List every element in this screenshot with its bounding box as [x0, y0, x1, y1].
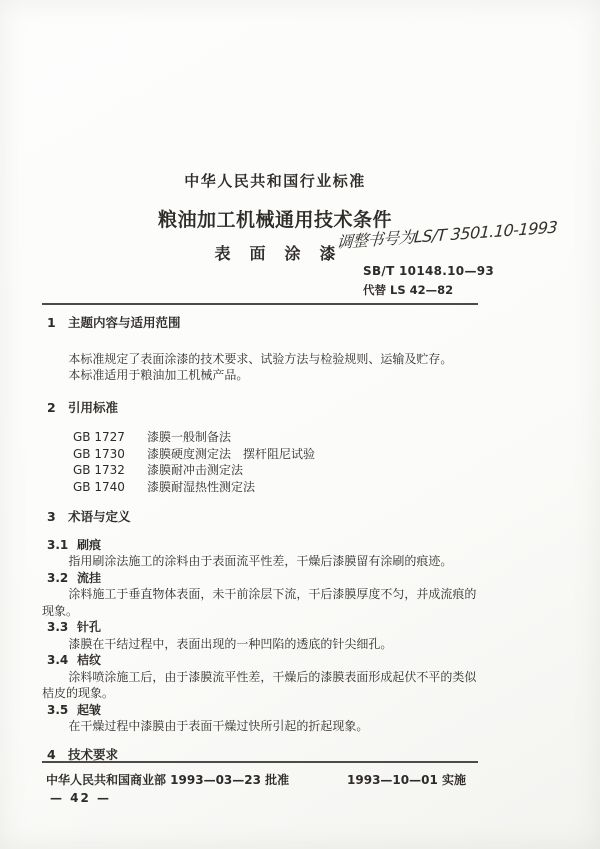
- reference-code: GB 1740: [73, 479, 125, 494]
- reference-list: [73, 429, 478, 495]
- term-heading: [47, 702, 478, 719]
- reference-row: [73, 429, 478, 446]
- page-number: — 42 —: [50, 791, 112, 805]
- document-subtitle: 表面涂漆: [214, 244, 355, 263]
- term-heading: [47, 570, 478, 587]
- term-definition: 涂料施工于垂直物体表面，未干前涂层下流，干后漆膜厚度不匀，并成流痕的现象。: [42, 587, 477, 618]
- section-3-heading: [47, 509, 478, 526]
- reference-code: GB 1732: [73, 463, 125, 477]
- header-divider-rule: [42, 303, 478, 305]
- term-number: 3.5: [47, 702, 69, 717]
- section-4-number: 4: [47, 746, 56, 762]
- reference-name: 漆膜硬度测定法 摆杆阻尼试验: [147, 446, 316, 461]
- reference-row: [73, 462, 478, 479]
- term-name: 针孔: [77, 620, 102, 634]
- reference-code: GB 1727: [73, 430, 125, 444]
- reference-name: 漆膜耐湿热性测定法: [147, 479, 256, 494]
- approval-note: 中华人民共和国商业部 1993—03—23 批准: [46, 773, 290, 787]
- section-1-paragraphs: [42, 351, 478, 384]
- document-header: [40, 170, 510, 264]
- term-definition: 在干燥过程中漆膜由于表面干燥过快所引起的折起现象。: [68, 719, 369, 733]
- terms-list: [42, 537, 478, 735]
- term-heading: [47, 652, 478, 669]
- paragraph: 本标准规定了表面涂漆的技术要求、试验方法与检验规则、运输及贮存。: [68, 351, 453, 366]
- replaces-note: 代替 LS 42—82: [363, 283, 454, 297]
- reference-name: 漆膜耐冲击测定法: [147, 463, 244, 477]
- reference-row: [73, 446, 478, 463]
- standard-number-block: [363, 264, 494, 298]
- implementation-note: 1993—10—01 实施: [347, 773, 466, 787]
- reference-row: [73, 479, 478, 496]
- term-definition: 指用刷涂法施工的涂料由于表面流平性差，干燥后漆膜留有涂刷的痕迹。: [68, 554, 453, 568]
- handwritten-annotation: 调整书号为LS/T 3501.10-1993: [336, 217, 558, 252]
- term-number: 3.4: [47, 653, 69, 667]
- term-definition: 涂料喷涂施工后，由于漆膜流平性差，干燥后的漆膜表面形成起伏不平的类似桔皮的现象。: [42, 669, 477, 700]
- section-1-heading: [47, 315, 478, 332]
- section-2-title: 引用标准: [68, 399, 119, 415]
- term-number: 3.2: [47, 570, 69, 585]
- section-2-heading: [47, 400, 478, 417]
- section-1-title: 主题内容与适用范围: [68, 315, 181, 330]
- section-3-title: 术语与定义: [68, 509, 131, 524]
- reference-code: GB 1730: [73, 446, 125, 461]
- reference-name: 漆膜一般制备法: [147, 430, 232, 444]
- document-body: [42, 313, 478, 763]
- document-title: 粮油加工机械通用技术条件: [157, 209, 392, 231]
- section-4-title: 技术要求: [68, 746, 119, 762]
- paragraph: 本标准适用于粮油加工机械产品。: [68, 368, 249, 382]
- term-definition: 漆膜在干结过程中，表面出现的一种凹陷的透底的针尖细孔。: [68, 636, 393, 651]
- section-2-number: 2: [47, 399, 56, 415]
- term-name: 刷痕: [77, 537, 102, 552]
- footer-divider-rule: [42, 761, 478, 763]
- term-number: 3.1: [47, 537, 69, 552]
- term-heading: [47, 619, 478, 636]
- section-3-number: 3: [47, 509, 56, 524]
- section-1-number: 1: [47, 315, 56, 330]
- footer-row: [46, 771, 466, 788]
- term-name: 桔纹: [77, 653, 102, 667]
- standard-org-line: 中华人民共和国行业标准: [184, 172, 366, 190]
- term-number: 3.3: [47, 620, 69, 634]
- term-heading: [47, 537, 478, 554]
- standard-number: SB/T 10148.10—93: [363, 264, 495, 278]
- term-name: 流挂: [77, 570, 102, 585]
- term-name: 起皱: [77, 702, 102, 717]
